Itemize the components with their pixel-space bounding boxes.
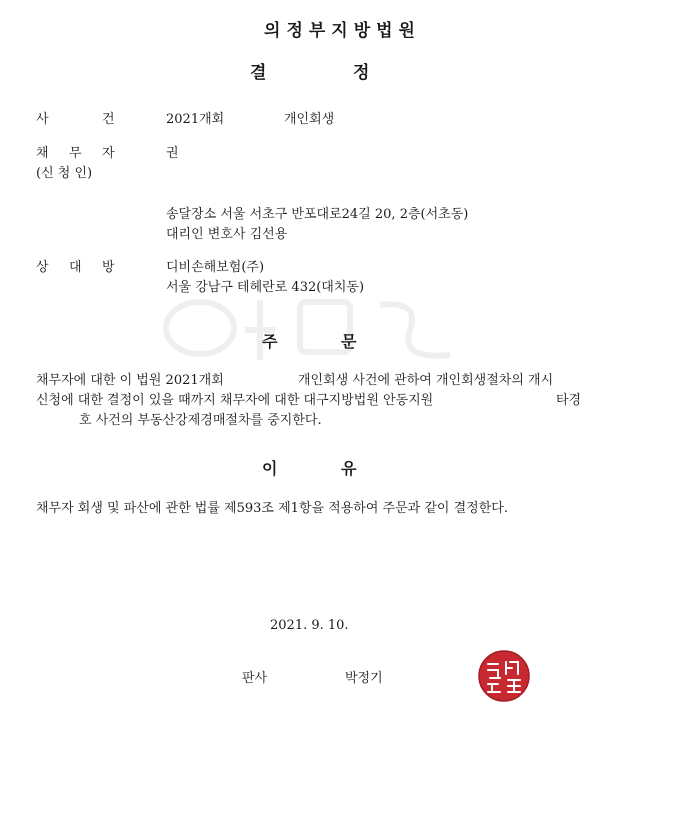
reason-text: 채무자 회생 및 파산에 관한 법률 제593조 제1항을 적용하여 주문과 같이 결정한다. [36, 501, 508, 516]
debtor-label-char: 무 [69, 146, 82, 161]
judge-name: 박정기 [345, 671, 383, 686]
judge-title: 판사 [242, 671, 268, 686]
debtor-name: 권 [166, 146, 179, 161]
decision-date: 2021. 9. 10. [270, 618, 349, 633]
reason-heading-char: 유 [341, 459, 357, 478]
order-line-2a: 신청에 대한 결정이 있을 때까지 채무자에 대한 대구지방법원 안동지원 [36, 393, 434, 408]
case-label-char: 건 [102, 112, 115, 127]
case-type: 개인회생 [284, 112, 335, 127]
court-name: 의정부지방법원 [264, 21, 421, 41]
counterparty-label-char: 방 [102, 260, 115, 275]
debtor-label-char: 자 [102, 146, 115, 161]
counterparty-name: 디비손해보험(주) [166, 260, 265, 275]
document-type-char-2: 정 [353, 63, 370, 83]
reason-heading-char: 이 [262, 459, 278, 478]
order-heading-char: 주 [262, 332, 278, 351]
counterparty-address: 서울 강남구 테헤란로 432(대치동) [166, 280, 365, 295]
watermark-icon [150, 290, 490, 370]
case-number: 2021개회 [166, 112, 225, 127]
court-seal-icon [474, 648, 534, 704]
debtor-service-address: 송달장소 서울 서초구 반포대로24길 20, 2층(서초동) [166, 207, 469, 222]
debtor-attorney: 대리인 변호사 김선용 [166, 227, 288, 242]
order-line-1b: 개인회생 사건에 관하여 개인회생절차의 개시 [298, 373, 554, 388]
case-label-char: 사 [36, 112, 49, 127]
order-heading-char: 문 [341, 332, 357, 351]
counterparty-label-char: 대 [69, 260, 82, 275]
order-line-1a: 채무자에 대한 이 법원 2021개회 [36, 373, 224, 388]
document-type-char-1: 결 [250, 63, 267, 83]
counterparty-label-char: 상 [36, 260, 49, 275]
order-line-3: 호 사건의 부동산강제경매절차를 중지한다. [79, 413, 322, 428]
debtor-label-char: 채 [36, 146, 49, 161]
order-line-2b: 타경 [556, 393, 582, 408]
debtor-sub-label: (신 청 인) [36, 166, 93, 181]
